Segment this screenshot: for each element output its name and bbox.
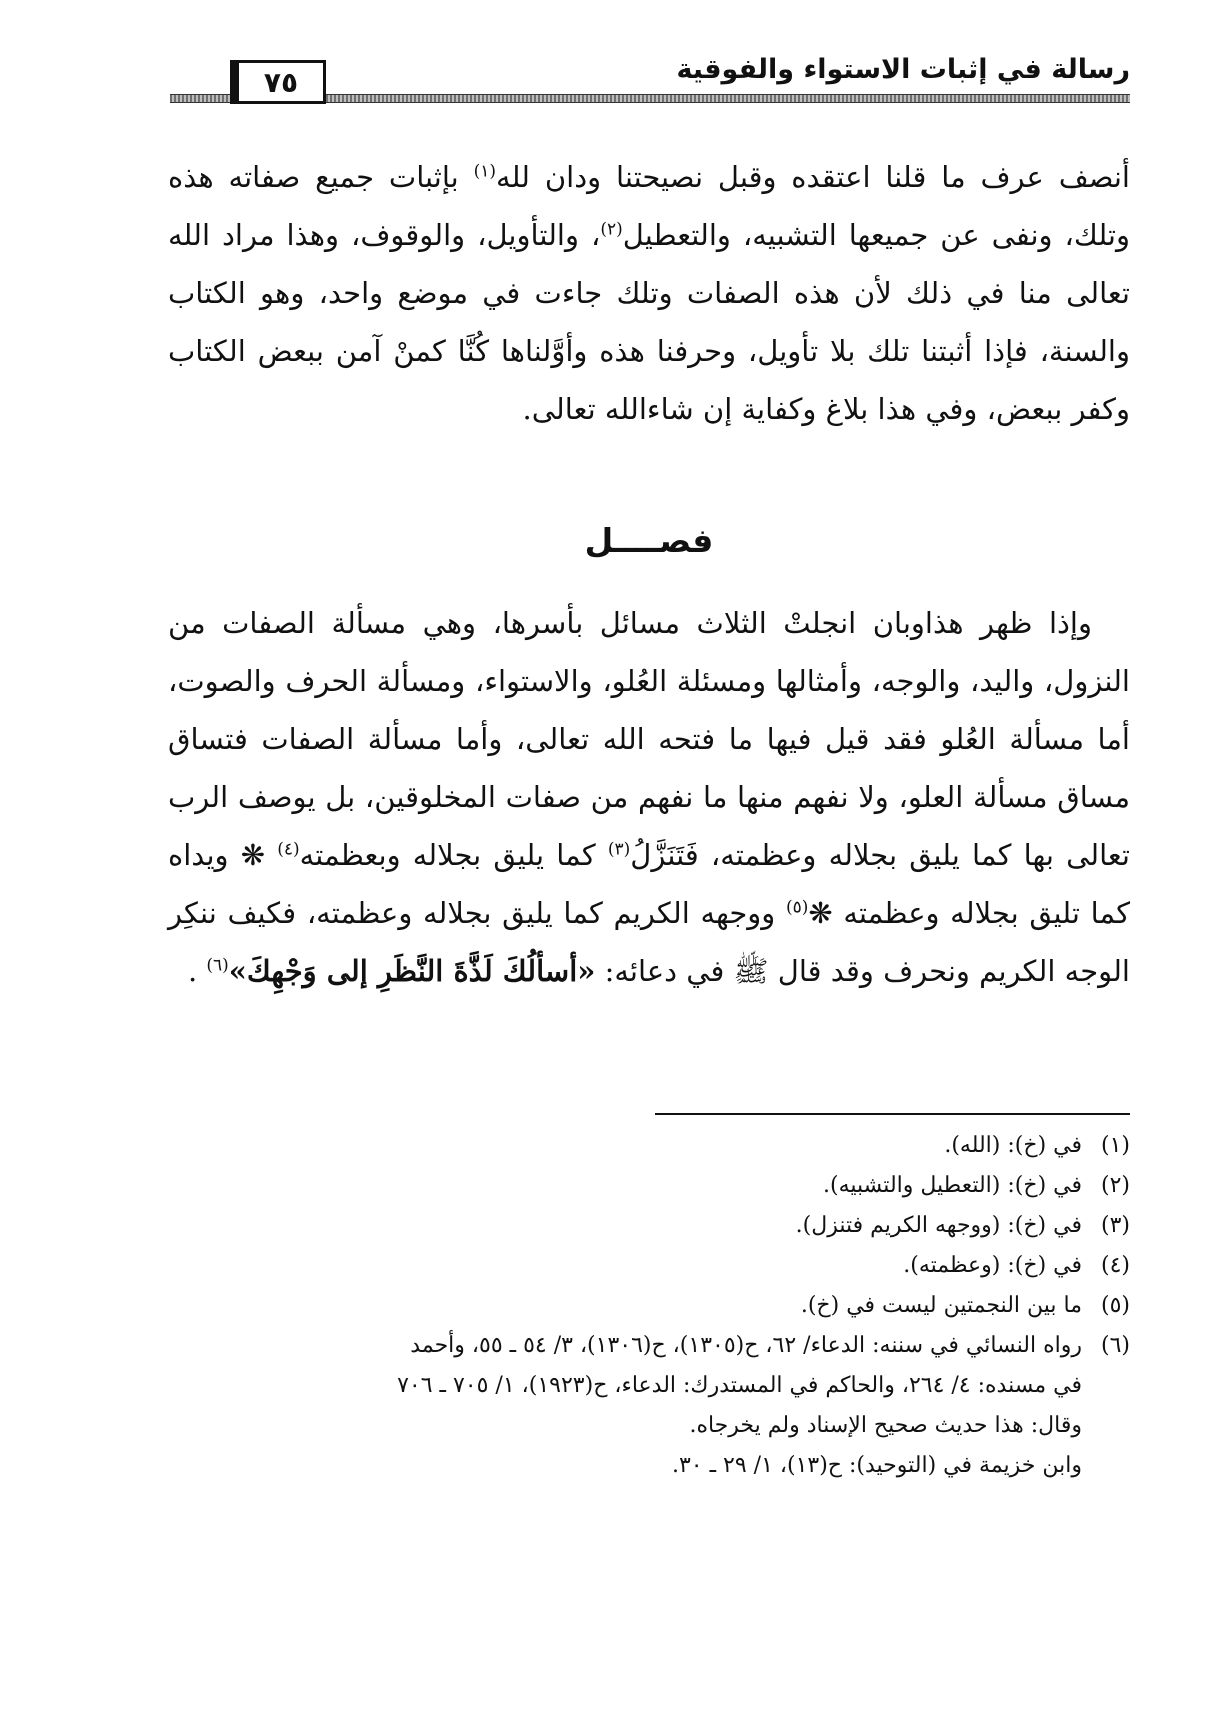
footnote-text-line: وابن خزيمة في (التوحيد): ح(١٣)، ١/ ٢٩ ـ ٣٠. [671, 1453, 1082, 1478]
footnote-ref-5: (٥) [785, 897, 809, 918]
footnote-separator [655, 1113, 1130, 1115]
page-number: ٧٥ [230, 60, 326, 104]
running-title: رسالة في إثبات الاستواء والفوقية [676, 54, 1130, 85]
footnote-number: (٥) [1100, 1293, 1130, 1318]
footnote-text: في (خ): (الله). [944, 1133, 1082, 1158]
footnote-text-line: رواه النسائي في سننه: الدعاء/ ٦٢، ح(١٣٠٥)، ح(١٣٠٦)، ٣/ ٥٤ ـ ٥٥، وأحمد [410, 1333, 1082, 1358]
paragraph-2-part-d: ووجهه الكريم كما يليق بجلاله وعظمته، فكيف ننكِر الوجه الكريم ونحرف وقد قال ﷺ في دعائه: [168, 896, 1130, 988]
paragraph-1-text [168, 148, 1130, 438]
footnote-ref-1: (١) [473, 161, 497, 182]
footnote-item [168, 1126, 1130, 1166]
footnote-number: (٣) [1100, 1213, 1130, 1238]
paragraph-1-part-c: ، والتأويل، والوقوف، وهذا مراد الله تعالى منا في ذلك لأن هذه الصفات وتلك جاءت في موضع واحد، وهو الكتاب والسنة، فإذا أثبتنا تلك بلا تأويل، وحرفنا هذه وأوَّلناها كُنَّا كمنْ آمن ببعض الكتاب وكفر ببعض، وفي هذا بلاغ وكفاية إن شاءالله تعالى. [168, 218, 1130, 426]
footnote-item [168, 1286, 1130, 1326]
footnote-text-line: وقال: هذا حديث صحيح الإسناد ولم يخرجاه. [689, 1413, 1082, 1438]
footnote-ref-4: (٤) [277, 839, 300, 860]
footnote-text: في (خ): (ووجهه الكريم فتنزل). [795, 1213, 1082, 1238]
paragraph-2 [168, 594, 1130, 1000]
paragraph-1-part-a: أنصف عرف ما قلنا اعتقده وقبل نصيحتنا ودان لله [496, 160, 1130, 194]
section-heading: فصــــل [584, 521, 714, 560]
footnote-item [168, 1246, 1130, 1286]
hadith-quote: «أسألُكَ لَذَّةَ النَّظَرِ إلى وَجْهِكَ» [228, 954, 596, 988]
footnote-number: (٦) [1100, 1333, 1130, 1358]
footnote-item [168, 1206, 1130, 1246]
footnote-text-line: في مسنده: ٤/ ٢٦٤، والحاكم في المستدرك: الدعاء، ح(١٩٢٣)، ١/ ٧٠٥ ـ ٧٠٦ [397, 1373, 1082, 1398]
footnote-ref-2: (٢) [600, 219, 623, 240]
footnote-number: (٤) [1100, 1253, 1130, 1278]
paragraph-2-part-e: . [187, 954, 207, 988]
paragraph-1 [168, 148, 1130, 438]
footnote-number: (٢) [1100, 1173, 1130, 1198]
footnote-text: ما بين النجمتين ليست في (خ). [800, 1293, 1082, 1318]
paragraph-2-part-c: ❋ ويداه كما تليق بجلاله وعظمته ❋ [168, 838, 1131, 930]
paragraph-2-part-a: وإذا ظهر هذاوبان انجلتْ الثلاث مسائل بأسرها، وهي مسألة الصفات من النزول، واليد، والوجه، وأمثالها ومسئلة العُلو، والاستواء، ومسألة الحرف والصوت، أما مسألة العُلو فقد قيل فيها ما فتحه الله تعالى، وأما مسألة الصفات فتساق مساق مسألة العلو، ولا نفهم منها ما نفهم من صفات المخلوقين، بل يوصف الرب تعالى بها كما يليق بجلاله وعظمته، فَتَنَزَّلُ [168, 606, 1130, 872]
footnote-ref-6: (٦) [206, 955, 229, 976]
paragraph-1-part-b: بإثبات جميع صفاته هذه وتلك، ونفى عن جميعها التشبيه، والتعطيل [168, 160, 1130, 252]
footnote-ref-3: (٣) [607, 839, 631, 860]
paragraph-2-part-b: كما يليق بجلاله وبعظمته [299, 838, 608, 872]
footnote-item [168, 1166, 1130, 1206]
footnote-text: في (خ): (وعظمته). [903, 1253, 1082, 1278]
page-header [170, 48, 1130, 108]
footnote-number: (١) [1100, 1133, 1130, 1158]
footnotes-list [168, 1126, 1130, 1486]
paragraph-2-text [168, 594, 1130, 1000]
footnote-text: في (خ): (التعطيل والتشبيه). [823, 1173, 1082, 1198]
footnote-item [168, 1326, 1130, 1486]
